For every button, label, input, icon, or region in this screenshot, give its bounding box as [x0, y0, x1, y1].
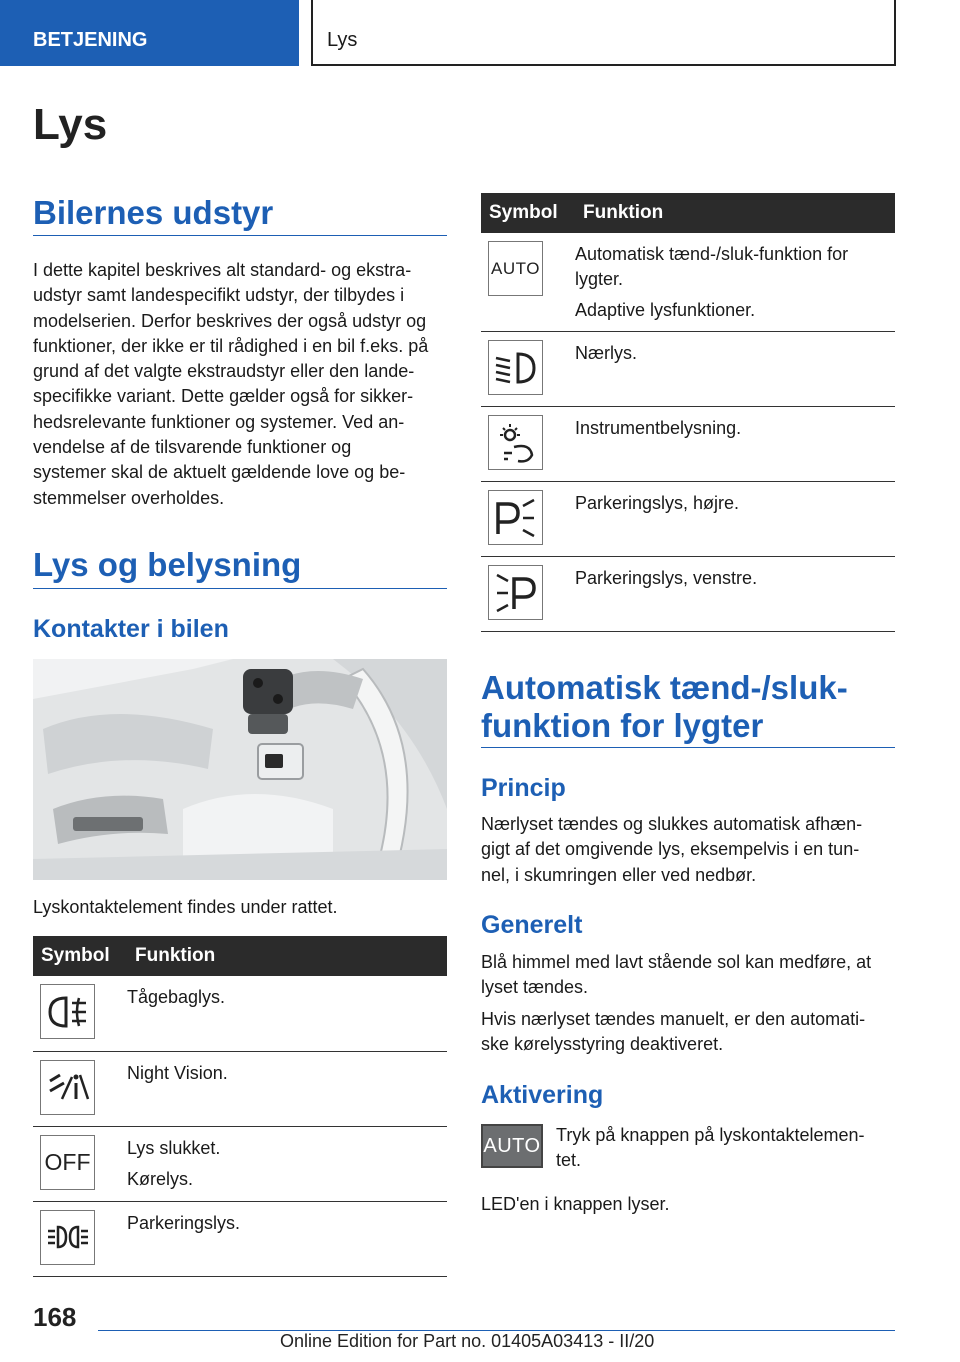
- header-section-tab: BETJENING: [0, 0, 299, 66]
- activation-line: Tryk på knappen på lyskontaktelemen-: [556, 1125, 865, 1145]
- equipment-line: modelserien. Derfor beskrives der også udstyr og: [33, 310, 427, 331]
- general-line: Hvis nærlyset tændes manuelt, er den automati-: [481, 1009, 866, 1029]
- off-label: OFF: [44, 1148, 91, 1175]
- equipment-line: udstyr samt landespecifikt udstyr, der tilbydes i: [33, 285, 405, 306]
- table-row: [481, 557, 895, 632]
- table-row: [481, 407, 895, 482]
- equipment-line: stemmelser overholdes.: [33, 487, 225, 508]
- heading-contacts: Kontakter i bilen: [33, 615, 229, 643]
- caption: Lyskontaktelement findes under rattet.: [33, 897, 338, 917]
- heading-line: funktion for lygter: [481, 707, 764, 744]
- fog-tail-light-icon: [40, 984, 95, 1039]
- heading-rule: [481, 747, 895, 748]
- auto-icon: [488, 241, 543, 296]
- general-line: Blå himmel med lavt stående sol kan medføre, at: [481, 952, 872, 972]
- heading-lights: Lys og belysning: [33, 546, 302, 583]
- table-row: [481, 233, 895, 332]
- col-symbol-header: Symbol: [481, 193, 575, 233]
- off-icon: [40, 1135, 95, 1190]
- principle-line: Nærlyset tændes og slukkes automatisk afhæn-: [481, 814, 863, 834]
- function-text: Kørelys.: [127, 1168, 194, 1189]
- function-text: Parkeringslys.: [127, 1212, 241, 1233]
- heading-rule: [33, 235, 447, 236]
- heading-equipment: Bilernes udstyr: [33, 194, 274, 231]
- activation-line: tet.: [556, 1150, 582, 1171]
- general-paragraph-2: [481, 1007, 901, 1058]
- function-text: Parkeringslys, højre.: [575, 493, 740, 513]
- heading-principle: Princip: [481, 774, 566, 802]
- function-text: Automatisk tænd-/sluk-funktion for lygter.: [575, 244, 849, 289]
- table-row: [481, 482, 895, 557]
- low-beam-icon: [488, 340, 543, 395]
- principle-line: gigt af det omgivende lys, eksempelvis i en tun-: [481, 839, 860, 860]
- equipment-line: I dette kapitel beskrives alt standard- og ekstra-: [33, 260, 412, 280]
- equipment-paragraph: [33, 258, 453, 511]
- function-text: Night Vision.: [127, 1062, 228, 1083]
- heading-rule: [33, 588, 447, 589]
- header-topic-tab: Lys: [311, 0, 896, 66]
- equipment-line: hedsrelevante funktioner og systemer. Ved an-: [33, 411, 405, 432]
- parking-light-left-icon: [488, 565, 543, 620]
- page-number: 168: [33, 1302, 77, 1332]
- parking-lights-icon: [40, 1210, 95, 1265]
- equipment-line: grund af det valgte ekstraudstyr eller den lande-: [33, 361, 415, 382]
- equipment-line: funktioner, der ikke er til rådighed i en bil f.eks. på: [33, 335, 429, 356]
- parking-light-right-icon: [488, 490, 543, 545]
- function-text: Lys slukket.: [127, 1137, 221, 1158]
- auto-button-icon: AUTO: [481, 1124, 543, 1168]
- table-row: [33, 976, 447, 1051]
- night-vision-icon: [40, 1060, 95, 1115]
- function-text: Instrumentbelysning.: [575, 418, 742, 438]
- page-title: Lys: [33, 100, 108, 149]
- equipment-line: specifikke variant. Dette gælder også for sikker-: [33, 386, 414, 407]
- dashboard-illustration: [33, 659, 447, 880]
- heading-general: Generelt: [481, 911, 583, 939]
- general-line: ske kørelysstyring deaktiveret.: [481, 1034, 724, 1055]
- activation-paragraph: [556, 1123, 901, 1174]
- principle-line: nel, i skumringen eller ved nedbør.: [481, 864, 757, 885]
- function-text: Nærlys.: [575, 343, 637, 363]
- heading-auto-lights: [481, 669, 848, 745]
- heading-activation: Aktivering: [481, 1081, 604, 1109]
- function-text: Adaptive lysfunktioner.: [575, 300, 756, 320]
- led-paragraph: LED'en i knappen lyser.: [481, 1194, 670, 1214]
- table-row: [481, 332, 895, 407]
- footer-edition: Online Edition for Part no. 01405A03413 - II/20: [280, 1331, 655, 1351]
- table-row: [33, 1126, 447, 1201]
- general-paragraph-1: [481, 950, 901, 1001]
- instrument-lighting-icon: [488, 415, 543, 470]
- equipment-line: vendelse af de tilsvarende funktioner og: [33, 437, 352, 458]
- col-function-header: Funktion: [127, 936, 447, 976]
- principle-paragraph: [481, 812, 901, 888]
- auto-label: AUTO: [491, 258, 540, 278]
- table-row: [33, 1201, 447, 1276]
- function-text: Tågebaglys.: [127, 987, 226, 1007]
- col-function-header: Funktion: [575, 193, 895, 233]
- equipment-line: systemer skal de aktuelt gældende love og be-: [33, 462, 406, 483]
- heading-line: Automatisk tænd-/sluk-: [481, 669, 848, 706]
- right-symbol-table: [481, 193, 895, 632]
- table-row: [33, 1051, 447, 1126]
- col-symbol-header: Symbol: [33, 936, 127, 976]
- general-line: lyset tændes.: [481, 977, 589, 998]
- left-symbol-table: [33, 936, 447, 1277]
- light-switch-photo: [33, 659, 447, 880]
- function-text: Parkeringslys, venstre.: [575, 568, 758, 588]
